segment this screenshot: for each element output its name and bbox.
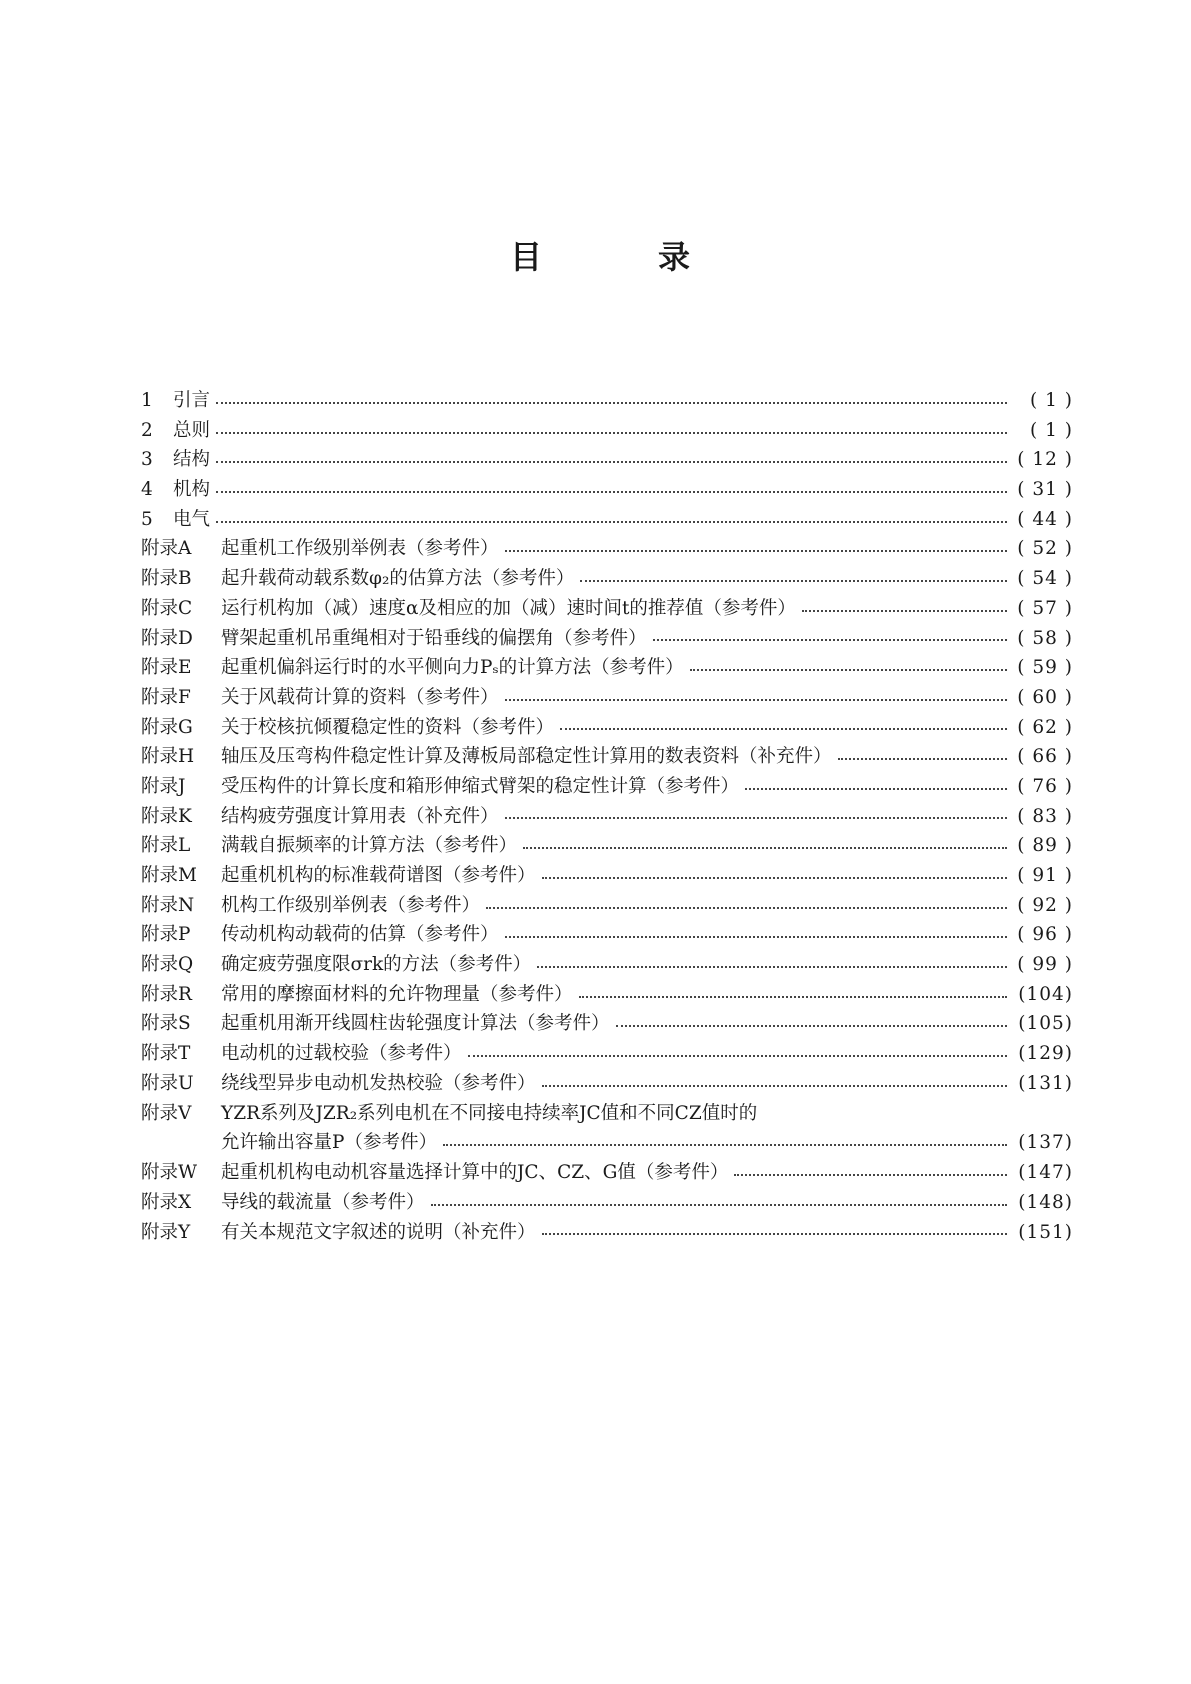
toc-entry-page: ( 96 ) [1017,924,1073,946]
dot-leader [443,1144,1007,1146]
dot-leader [616,1025,1007,1027]
toc-entry[interactable] [141,683,1073,713]
toc-entry-number: 5 [141,508,153,530]
dot-leader [838,758,1007,760]
toc-entry-number: 附录U [141,1072,194,1094]
dot-leader [505,817,1007,819]
toc-entry-number: 附录H [141,746,195,768]
toc-entry-title: 导线的载流量（参考件） [221,1191,425,1213]
toc-entry-page: (148) [1018,1191,1073,1213]
toc-entry-number: 附录D [141,627,193,649]
toc-entry[interactable] [141,861,1073,891]
dot-leader [486,907,1007,909]
toc-entry-page: ( 99 ) [1017,954,1073,976]
toc-entry[interactable] [141,386,1073,416]
toc-entry-page: ( 66 ) [1017,746,1073,768]
toc-entry-title: 起重机用渐开线圆柱齿轮强度计算法（参考件） [221,1013,610,1035]
toc-entry-number: 附录S [141,1013,191,1035]
dot-leader [523,847,1007,849]
toc-entry-title: 起升载荷动载系数φ₂的估算方法（参考件） [221,568,575,590]
toc-entry-number: 附录C [141,597,193,619]
toc-entry[interactable] [141,534,1073,564]
dot-leader [745,788,1007,790]
toc-entry-number: 附录N [141,894,195,916]
dot-leader [653,639,1007,641]
toc-entry-title: 机构 [173,479,211,501]
dot-leader [690,669,1007,671]
dot-leader [216,432,1007,434]
dot-leader [580,580,1007,582]
toc-entry-title: 机构工作级别举例表（参考件） [221,894,481,916]
dot-leader [505,699,1007,701]
toc-entry-title: 传动机构动载荷的估算（参考件） [221,924,499,946]
toc-entry-number: 4 [141,479,153,501]
toc-entry-title: 起重机机构电动机容量选择计算中的JC、CZ、G值（参考件） [221,1162,729,1184]
toc-entry-page: ( 12 ) [1017,449,1073,471]
toc-entry[interactable] [141,891,1073,921]
toc-entry[interactable] [141,980,1073,1010]
toc-entry[interactable] [141,1099,1073,1129]
toc-entry[interactable] [141,505,1073,535]
toc-entry[interactable] [141,713,1073,743]
toc-entry-title: 电气 [173,508,211,530]
toc-entry[interactable] [141,445,1073,475]
toc-entry-page: ( 92 ) [1017,894,1073,916]
toc-entry-title: 运行机构加（减）速度α及相应的加（减）速时间t的推荐值（参考件） [221,597,796,619]
toc-entry-number: 附录V [141,1102,192,1124]
title-char-1: 目 [510,238,543,276]
dot-leader [431,1204,1007,1206]
dot-leader [734,1174,1007,1176]
toc-entry-title: 总则 [173,419,211,441]
toc-entry-page: (129) [1018,1043,1073,1065]
toc-entry[interactable] [141,772,1073,802]
dot-leader [505,936,1007,938]
toc-entry-title: 有关本规范文字叙述的说明（补充件） [221,1221,536,1243]
toc-entry-number: 附录G [141,716,193,738]
toc-entry-number: 附录K [141,805,192,827]
toc-entry[interactable] [141,1009,1073,1039]
toc-entry[interactable] [141,920,1073,950]
toc-entry[interactable] [141,475,1073,505]
toc-entry-page: ( 60 ) [1017,686,1073,708]
toc-entry-page: ( 58 ) [1017,627,1073,649]
toc-entry-number: 附录E [141,657,192,679]
toc-entry[interactable] [141,1218,1073,1248]
dot-leader [505,550,1007,552]
toc-entry-title: 满载自振频率的计算方法（参考件） [221,835,518,857]
dot-leader [542,1233,1007,1235]
toc-entry-page: ( 62 ) [1017,716,1073,738]
toc-entry-title: 常用的摩擦面材料的允许物理量（参考件） [221,983,573,1005]
toc-entry-page: ( 91 ) [1017,865,1073,886]
toc-entry-page: ( 59 ) [1017,657,1073,679]
toc-entry-title: 起重机偏斜运行时的水平侧向力Pₛ的计算方法（参考件） [221,657,684,679]
toc-entry[interactable] [141,594,1073,624]
toc-entry[interactable] [141,1158,1073,1188]
toc-entry-page: (151) [1018,1221,1073,1243]
toc-entry-title: 关于风载荷计算的资料（参考件） [221,686,499,708]
toc-entry-page: (104) [1018,983,1073,1005]
toc-entry[interactable] [141,624,1073,654]
dot-leader [802,610,1007,612]
toc-entry-page: ( 54 ) [1017,568,1073,590]
toc-entry-number: 附录M [141,865,197,886]
dot-leader [560,728,1007,730]
toc-entry-title: 轴压及压弯构件稳定性计算及薄板局部稳定性计算用的数表资料（补充件） [221,746,832,768]
toc-entry-number: 3 [141,449,153,471]
toc-entry-title-line2: 允许输出容量P（参考件） [221,1132,437,1154]
toc-entry-title-line1: YZR系列及JZR₂系列电机在不同接电持续率JC值和不同CZ值时的 [221,1102,758,1124]
toc-entry[interactable] [141,1039,1073,1069]
toc-entry[interactable] [141,564,1073,594]
toc-entry-continuation[interactable] [141,1128,1073,1158]
toc-entry-title: 电动机的过载校验（参考件） [221,1043,462,1065]
toc-entry[interactable] [141,802,1073,832]
toc-entry-number: 附录L [141,835,191,857]
toc-entry[interactable] [141,1069,1073,1099]
toc-entry-number: 附录F [141,686,191,708]
toc-entry-page: ( 44 ) [1017,508,1073,530]
toc-entry-page: ( 89 ) [1017,835,1073,857]
toc-entry-page: (131) [1018,1072,1073,1094]
toc-entry-number: 附录B [141,568,192,590]
toc-entry[interactable] [141,653,1073,683]
toc-entry-title: 受压构件的计算长度和箱形伸缩式臂架的稳定性计算（参考件） [221,775,740,797]
toc-entry-title: 绕线型异步电动机发热校验（参考件） [221,1072,536,1094]
toc-entry-number: 附录J [141,775,186,797]
toc-entry-title: 臂架起重机吊重绳相对于铅垂线的偏摆角（参考件） [221,627,647,649]
toc-entry-number: 附录Y [141,1221,191,1243]
toc-entry-page: ( 76 ) [1017,775,1073,797]
toc-entry[interactable] [141,1188,1073,1218]
toc-entry-title: 引言 [173,390,211,411]
toc-entry-number: 2 [141,419,153,441]
toc-entry-number: 附录W [141,1162,198,1184]
toc-entry-page: ( 83 ) [1017,805,1073,827]
dot-leader [542,1085,1007,1087]
dot-leader [216,461,1007,463]
toc-entry[interactable] [141,742,1073,772]
table-of-contents [141,386,1073,1247]
toc-entry-number: 附录T [141,1043,191,1065]
toc-entry-title: 确定疲劳强度限σrk的方法（参考件） [221,954,532,976]
toc-entry-number: 附录P [141,924,191,946]
dot-leader [216,402,1007,404]
dot-leader [216,491,1007,493]
toc-entry-page: (147) [1018,1162,1073,1184]
toc-entry-page: (137) [1018,1132,1073,1154]
toc-entry-title: 结构疲劳强度计算用表（补充件） [221,805,499,827]
dot-leader [537,966,1007,968]
toc-entry-page: ( 1 ) [1030,419,1073,441]
toc-entry-page: ( 31 ) [1017,479,1073,501]
title-char-2: 录 [658,238,691,276]
toc-entry[interactable] [141,831,1073,861]
toc-entry-number: 1 [141,390,153,411]
toc-entry-title: 起重机机构的标准载荷谱图（参考件） [221,865,536,886]
toc-entry-title: 起重机工作级别举例表（参考件） [221,538,499,560]
dot-leader [579,996,1007,998]
toc-entry-title: 关于校核抗倾覆稳定性的资料（参考件） [221,716,555,738]
dot-leader [216,521,1007,523]
toc-entry[interactable] [141,416,1073,446]
toc-entry-page: ( 57 ) [1017,597,1073,619]
toc-entry-page: ( 52 ) [1017,538,1073,560]
toc-entry-page: (105) [1018,1013,1073,1035]
toc-entry-page: ( 1 ) [1030,390,1073,411]
toc-entry-number: 附录X [141,1191,192,1213]
toc-entry-number: 附录Q [141,954,194,976]
toc-entry-number: 附录R [141,983,192,1005]
toc-entry[interactable] [141,950,1073,980]
dot-leader [468,1055,1007,1057]
toc-entry-title: 结构 [173,449,211,471]
toc-entry-number: 附录A [141,538,192,560]
dot-leader [542,877,1007,879]
